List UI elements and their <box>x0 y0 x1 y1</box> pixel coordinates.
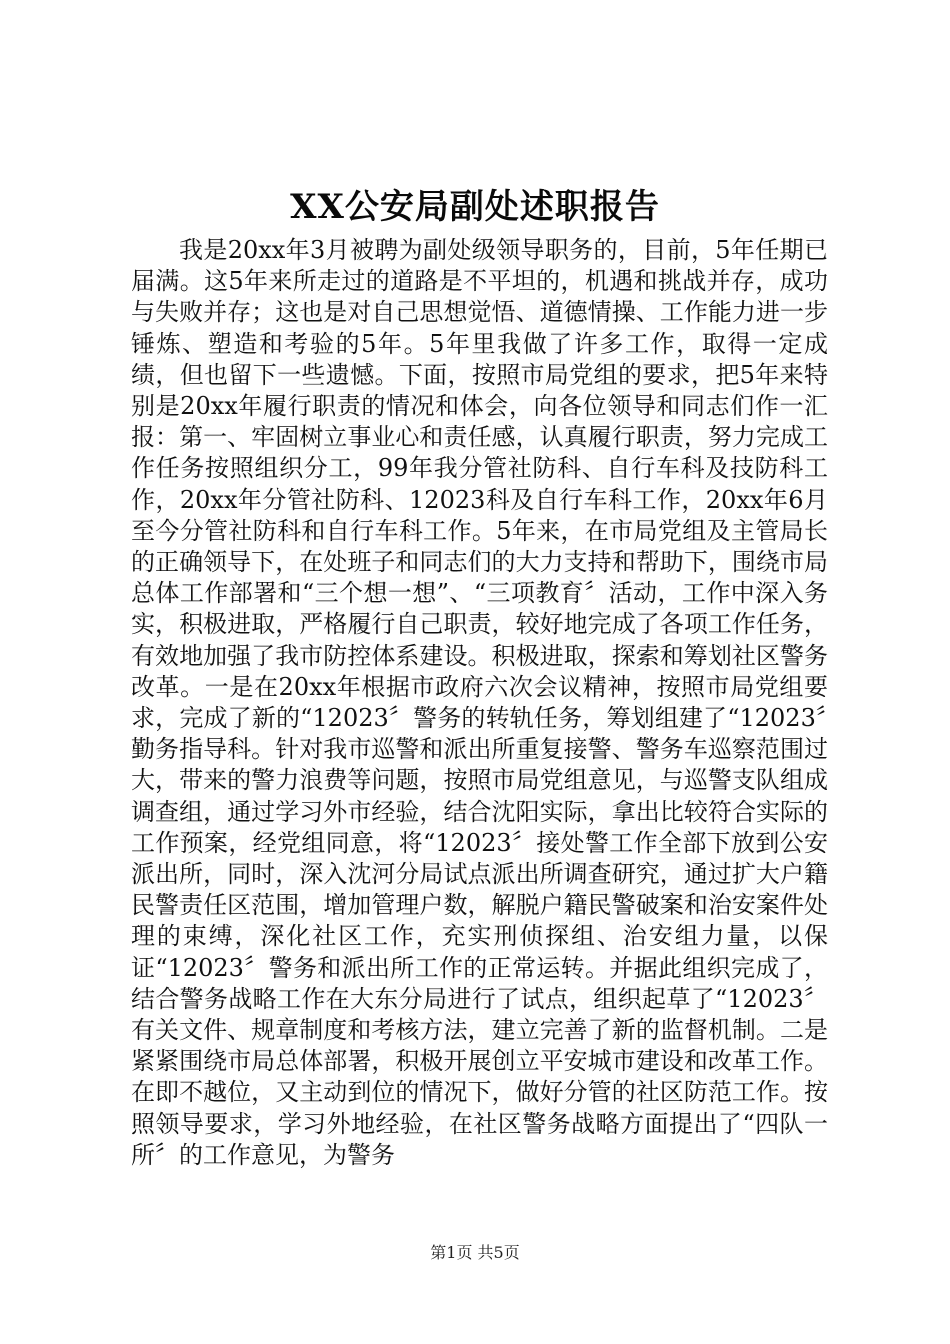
document-body-paragraph: 我是20xx年3月被聘为副处级领导职务的，目前，5年任期已届满。这5年来所走过的道路是不平坦的，机遇和挑战并存，成功与失败并存；这也是对自己思想觉悟、道德情操、工作能力进一步锤炼、塑造和考验的5年。5年里我做了许多工作，取得一定成绩，但也留下一些遗憾。下面，按照市局党组的要求，把5年来特别是20xx年履行职责的情况和体会，向各位领导和同志们作一汇报：第一、牢固树立事业心和责任感，认真履行职责，努力完成工作任务按照组织分工，99年我分管社防科、自行车科及技防科工作，20xx年分管社防科、12023科及自行车科工作，20xx年6月至今分管社防科和自行车科工作。5年来，在市局党组及主管局长的正确领导下，在处班子和同志们的大力支持和帮助下，围绕市局总体工作部署和“三个想一想”、“三项教育〞活动，工作中深入务实，积极进取，严格履行自己职责，较好地完成了各项工作任务，有效地加强了我市防控体系建设。积极进取，探索和筹划社区警务改革。一是在20xx年根据市政府六次会议精神，按照市局党组要求，完成了新的“12023〞警务的转轨任务，筹划组建了“12023〞勤务指导科。针对我市巡警和派出所重复接警、警务车巡察范围过大，带来的警力浪费等问题，按照市局党组意见，与巡警支队组成调查组，通过学习外市经验，结合沈阳实际，拿出比较符合实际的工作预案，经党组同意，将“12023〞接处警工作全部下放到公安派出所，同时，深入沈河分局试点派出所调查研究，通过扩大户籍民警责任区范围，增加管理户数，解脱户籍民警破案和治安案件处理的束缚，深化社区工作，充实刑侦探组、治安组力量，以保证“12023〞警务和派出所工作的正常运转。并据此组织完成了，结合警务战略工作在大东分局进行了试点，组织起草了“12023〞有关文件、规章制度和考核方法，建立完善了新的监督机制。二是紧紧围绕市局总体部署，积极开展创立平安城市建设和改革工作。在即不越位，又主动到位的情况下，做好分管的社区防范工作。按照领导要求，学习外地经验，在社区警务战略方面提出了“四队一所〞的工作意见，为警务 <box>131 236 828 1169</box>
page-number-footer: 第1页 共5页 <box>430 1243 520 1262</box>
document-title: XX公安局副处述职报告 <box>290 187 660 227</box>
